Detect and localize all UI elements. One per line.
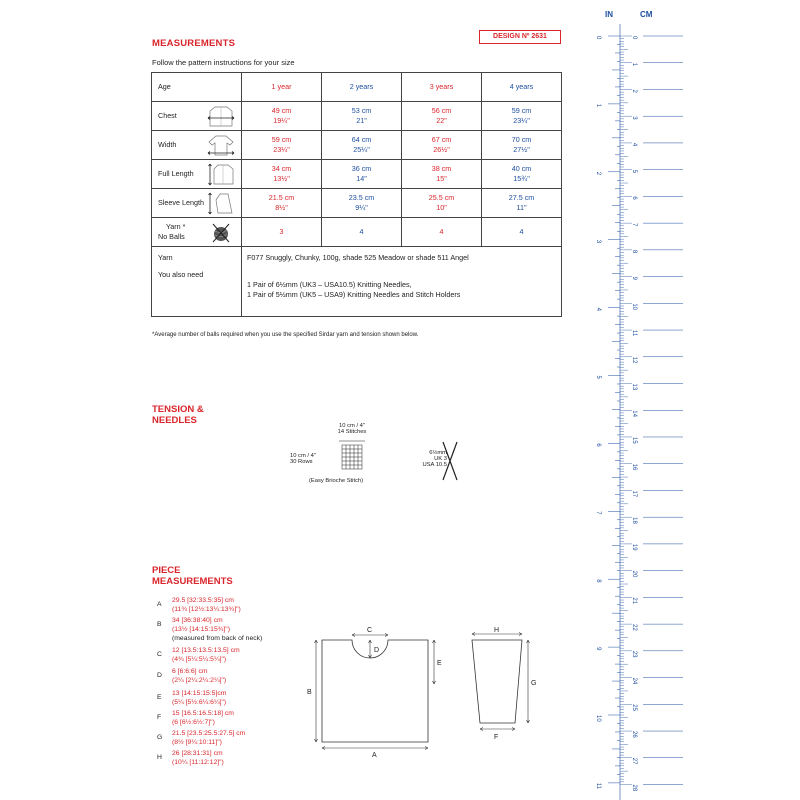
no-balls-label: No Balls xyxy=(158,232,185,241)
width-cm-1: 59 cm xyxy=(271,135,292,144)
label-e: E xyxy=(437,660,442,667)
piece-g-cm: 21.5 [23.5:25.5:27.5] cm xyxy=(172,730,246,737)
ruler-cm-label: 21 xyxy=(631,597,637,605)
ruler-cm-label: 15 xyxy=(631,436,637,444)
ruler-cm-label: 19 xyxy=(631,543,637,551)
ruler-cm-label: 6 xyxy=(631,196,637,200)
table-row-full-length xyxy=(152,160,562,189)
chest-icon xyxy=(207,105,235,128)
ruler-inch-label: 11 xyxy=(595,782,601,790)
width-in-3: 26½" xyxy=(433,145,450,154)
ruler-cm-label: 18 xyxy=(631,517,637,524)
needle-size-uk: UK 3 xyxy=(434,456,447,462)
chest-in-4: 23¼" xyxy=(513,116,530,125)
full-length-in-1: 13½" xyxy=(273,174,290,183)
piece-f-cm: 15 [16.5:16.5:18] cm xyxy=(172,710,234,717)
yarn-description: F077 Snuggly, Chunky, 100g, shade 525 Meadow or shade 511 Angel xyxy=(247,253,469,262)
tension-width-label: 10 cm / 4" xyxy=(339,423,365,429)
piece-letter-g: G xyxy=(157,734,163,741)
table-row-age xyxy=(152,73,562,102)
ruler-inch-label: 6 xyxy=(595,443,601,447)
size-header-3: 3 years xyxy=(402,73,482,102)
ruler-inch-label: 5 xyxy=(595,375,601,379)
yarn-ball-icon xyxy=(207,221,235,244)
measurements-heading: MEASUREMENTS xyxy=(152,38,236,49)
ruler-cm-label: 17 xyxy=(631,490,637,498)
ruler-cm-label: 2 xyxy=(631,89,637,93)
sleeve-cm-2: 23.5 cm xyxy=(348,193,375,202)
piece-letter-h: H xyxy=(157,754,162,761)
chest-cm-4: 59 cm xyxy=(511,106,532,115)
piece-heading-line-1: PIECE xyxy=(152,565,181,576)
piece-c-cm: 12 [13.5:13.5:13.5] cm xyxy=(172,647,240,654)
yarn-row-label: Yarn xyxy=(158,253,173,262)
ruler-cm-label: 23 xyxy=(631,650,637,658)
ruler-cm-label: 22 xyxy=(631,624,637,631)
width-cm-4: 70 cm xyxy=(511,135,532,144)
width-in-2: 25¼" xyxy=(353,145,370,154)
needle-size-mm: 6½mm xyxy=(429,450,447,456)
ruler-cm-label: 11 xyxy=(631,330,637,337)
tension-height-label: 10 cm / 4" xyxy=(290,453,316,459)
needle-size-usa: USA 10.5 xyxy=(422,462,447,468)
sleeve-in-4: 11" xyxy=(516,203,527,212)
full-length-in-4: 15¾" xyxy=(513,174,530,183)
ruler-cm-label: 1 xyxy=(631,62,637,67)
sleeve-in-2: 9¼" xyxy=(355,203,368,212)
table-row-balls xyxy=(152,218,562,247)
balls-1: 3 xyxy=(242,218,322,247)
ruler-cm-label: 26 xyxy=(631,731,637,738)
chest-cm-3: 56 cm xyxy=(431,106,452,115)
sleeve-schematic xyxy=(460,625,550,745)
ruler-inch-label: 0 xyxy=(595,36,601,40)
piece-heading xyxy=(152,565,233,587)
piece-d-in: (2¼ [2¼:2¼:2¼]") xyxy=(172,677,227,684)
ruler-cm-label: 4 xyxy=(631,142,637,147)
chest-in-1: 19¼" xyxy=(273,116,290,125)
piece-letter-a: A xyxy=(157,601,162,608)
width-in-4: 27½" xyxy=(513,145,530,154)
width-in-1: 23¼" xyxy=(273,145,290,154)
ruler-inch-label: 3 xyxy=(595,239,601,244)
ruler-cm-label: 10 xyxy=(631,303,637,311)
tension-stitches-label: 14 Stitches xyxy=(337,429,367,435)
ruler-cm-header: CM xyxy=(640,10,653,19)
also-need-label: You also need xyxy=(158,270,204,279)
piece-letter-d: D xyxy=(157,672,162,679)
instructions-text: Follow the pattern instructions for your size xyxy=(152,58,295,67)
yarn-balls-label: Yarn * xyxy=(166,222,186,231)
ruler-inch-label: 9 xyxy=(595,647,601,651)
balls-2: 4 xyxy=(322,218,402,247)
ruler-cm-label: 9 xyxy=(631,276,637,280)
piece-b-in: (13½ [14:15:15¾]") xyxy=(172,626,230,633)
piece-b-cm: 34 [36:38:40] cm xyxy=(172,617,223,624)
piece-e-cm: 13 [14:15:15:5]cm xyxy=(172,690,227,697)
ruler-inch-label: 4 xyxy=(595,307,601,311)
footnote: *Average number of balls required when you use the specified Sirdar yarn and tension shown below. xyxy=(152,332,419,338)
piece-letter-f: F xyxy=(157,714,162,721)
table-row-yarn xyxy=(152,247,562,317)
width-icon xyxy=(207,134,235,157)
design-number-badge: DESIGN Nº 2631 xyxy=(479,30,561,44)
size-header-2: 2 years xyxy=(322,73,402,102)
ruler-cm-label: 7 xyxy=(631,223,637,227)
knitting-needles-icon xyxy=(440,440,460,482)
full-length-cm-4: 40 cm xyxy=(511,164,532,173)
ruler-ticks xyxy=(595,36,683,792)
full-length-cm-2: 36 cm xyxy=(351,164,372,173)
ruler-cm-label: 16 xyxy=(631,463,637,471)
tension-diagram xyxy=(282,420,522,500)
label-f: F xyxy=(494,734,499,741)
ruler-cm-label: 24 xyxy=(631,677,637,685)
age-label: Age xyxy=(152,73,242,102)
size-table xyxy=(151,72,562,317)
full-length-icon xyxy=(207,163,235,186)
piece-a-cm: 29.5 [32:33.5:35] cm xyxy=(172,597,234,604)
full-length-cm-1: 34 cm xyxy=(271,164,292,173)
sleeve-cm-4: 27.5 cm xyxy=(508,193,535,202)
piece-h-cm: 26 [28:31:31] cm xyxy=(172,750,223,757)
piece-d-cm: 6 [6:6:6] cm xyxy=(172,668,208,675)
body-schematic xyxy=(300,620,470,765)
ruler-cm-label: 13 xyxy=(631,383,637,391)
table-row-width xyxy=(152,131,562,160)
tension-rows-label: 30 Rows xyxy=(290,459,313,465)
ruler-inch-label: 2 xyxy=(595,171,601,176)
chest-cm-1: 49 cm xyxy=(271,106,292,115)
full-length-label: Full Length xyxy=(158,169,194,178)
sleeve-length-icon xyxy=(207,192,235,215)
sleeve-cm-1: 21.5 cm xyxy=(268,193,295,202)
ruler-cm-label: 25 xyxy=(631,704,637,711)
balls-3: 4 xyxy=(402,218,482,247)
piece-letter-e: E xyxy=(157,694,162,701)
ruler-cm-label: 0 xyxy=(631,36,637,40)
width-cm-2: 64 cm xyxy=(351,135,372,144)
label-c: C xyxy=(367,627,373,634)
sleeve-cm-3: 25.5 cm xyxy=(428,193,455,202)
stitch-name: (Easy Brioche Stitch) xyxy=(309,478,364,484)
ruler-cm-label: 12 xyxy=(631,356,637,364)
label-h: H xyxy=(494,627,500,634)
sleeve-length-label: Sleeve Length xyxy=(158,198,204,207)
label-d: D xyxy=(374,647,380,654)
ruler-inch-label: 7 xyxy=(595,511,601,515)
piece-f-in: (6 [6½:6½:7]") xyxy=(172,719,215,726)
chest-cm-2: 53 cm xyxy=(351,106,372,115)
ruler-cm-label: 8 xyxy=(631,249,637,254)
ruler-inch-label: 10 xyxy=(595,715,601,722)
ruler-inch-label: 1 xyxy=(595,103,601,108)
measuring-ruler xyxy=(585,24,685,800)
piece-heading-line-2: MEASUREMENTS xyxy=(152,576,233,587)
ruler-cm-label: 5 xyxy=(631,169,637,174)
label-g: G xyxy=(531,680,537,687)
tension-heading xyxy=(152,404,204,426)
tension-heading-line-2: NEEDLES xyxy=(152,415,197,426)
ruler-cm-label: 3 xyxy=(631,116,637,120)
table-row-sleeve-length xyxy=(152,189,562,218)
table-row-chest xyxy=(152,102,562,131)
label-a: A xyxy=(372,752,377,759)
ruler-cm-label: 27 xyxy=(631,757,637,765)
full-length-cm-3: 38 cm xyxy=(431,164,452,173)
needles-line-1: 1 Pair of 6½mm (UK3 – USA10.5) Knitting Needles, xyxy=(247,280,412,289)
ruler-inch-label: 8 xyxy=(595,579,601,583)
size-header-4: 4 years xyxy=(482,73,562,102)
piece-g-in: (8½ [9¼:10:11]") xyxy=(172,739,222,746)
piece-letter-c: C xyxy=(157,651,162,658)
piece-b-note: (measured from back of neck) xyxy=(172,635,263,642)
ruler-cm-label: 14 xyxy=(631,410,637,417)
tension-heading-line-1: TENSION & xyxy=(152,404,204,415)
tension-grid-icon xyxy=(337,440,367,472)
balls-4: 4 xyxy=(482,218,562,247)
full-length-in-3: 15" xyxy=(436,174,447,183)
piece-letter-b: B xyxy=(157,621,162,628)
full-length-in-2: 14" xyxy=(356,174,367,183)
ruler-cm-label: 28 xyxy=(631,784,637,792)
chest-in-2: 21" xyxy=(356,116,367,125)
size-header-1: 1 year xyxy=(242,73,322,102)
ruler-cm-label: 20 xyxy=(631,570,637,578)
piece-a-in: (11¾ [12½:13¼:13¾]") xyxy=(172,606,241,613)
piece-h-in: (10¼ [11:12:12]") xyxy=(172,759,224,766)
piece-e-in: (5¼ [5½:6¼:6¼]") xyxy=(172,699,227,706)
piece-c-in: (4¾ [5¼:5¼:5¼]") xyxy=(172,656,227,663)
needles-line-2: 1 Pair of 5½mm (UK5 – USA9) Knitting Needles and Stitch Holders xyxy=(247,290,461,299)
ruler-inch-header: IN xyxy=(605,10,613,19)
chest-in-3: 22" xyxy=(436,116,447,125)
sleeve-in-3: 10" xyxy=(436,203,447,212)
width-label: Width xyxy=(158,140,177,149)
label-b: B xyxy=(307,689,312,696)
sleeve-in-1: 8½" xyxy=(275,203,288,212)
chest-label: Chest xyxy=(158,111,177,120)
width-cm-3: 67 cm xyxy=(431,135,452,144)
